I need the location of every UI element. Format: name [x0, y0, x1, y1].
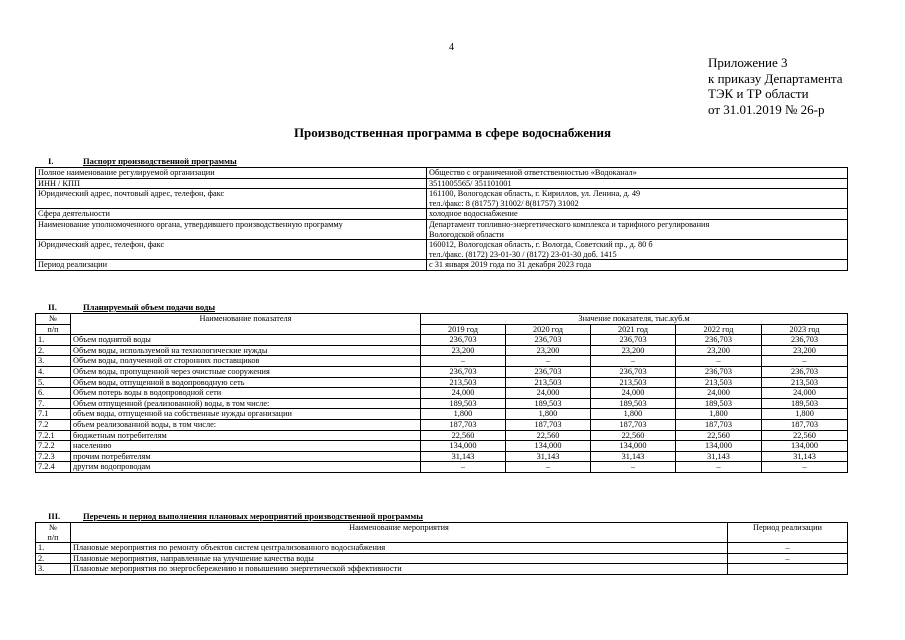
- water-table-name-header: Наименование показателя: [71, 314, 421, 335]
- table-row: [36, 377, 848, 388]
- table-row: [36, 398, 848, 409]
- indicator-name: Объем потерь воды в водопроводной сети: [71, 388, 421, 399]
- passport-value-cell: [427, 260, 848, 271]
- indicator-value: 213,503: [762, 377, 848, 388]
- measures-table-body: [36, 543, 848, 575]
- indicator-value: 31,143: [421, 451, 506, 462]
- appendix-line-2: к приказу Департамента: [708, 70, 843, 86]
- passport-row: [36, 219, 848, 239]
- page-number: 4: [449, 42, 454, 53]
- row-number: 7.2: [36, 419, 71, 430]
- table-row: [36, 356, 848, 367]
- indicator-value: 236,703: [506, 335, 591, 346]
- year-header: 2019 год: [421, 324, 506, 335]
- indicator-value: 24,000: [762, 388, 848, 399]
- passport-row: [36, 260, 848, 271]
- indicator-value: 1,800: [676, 409, 762, 420]
- table-row: [36, 345, 848, 356]
- indicator-value: 213,503: [676, 377, 762, 388]
- measures-name-header: Наименование мероприятия: [71, 523, 728, 543]
- section-2-heading: [35, 302, 215, 312]
- passport-row: [36, 209, 848, 220]
- row-number: 1.: [36, 543, 71, 554]
- indicator-value: –: [676, 462, 762, 473]
- indicator-value: 23,200: [421, 345, 506, 356]
- passport-value-line-2: тел./факс: 8 (81757) 31002/ 8(81757) 31002: [429, 198, 579, 208]
- row-number: 4.: [36, 366, 71, 377]
- passport-label: Юридический адрес, телефон, факс: [36, 240, 427, 260]
- section-3-number: III.: [48, 511, 61, 521]
- row-number: 3.: [36, 356, 71, 367]
- indicator-value: 189,503: [591, 398, 676, 409]
- passport-value: 160012, Вологодская область, г. Вологда, Советский пр., д. 80 б: [429, 240, 653, 250]
- measures-no-header-2: п/п: [36, 533, 71, 543]
- indicator-value: 187,703: [506, 419, 591, 430]
- indicator-name: прочим потребителям: [71, 451, 421, 462]
- indicator-value: 134,000: [591, 441, 676, 452]
- passport-label: Юридический адрес, почтовый адрес, телефон, факс: [36, 189, 427, 209]
- indicator-name: Объем отпущенной (реализованной) воды, в том числе:: [71, 398, 421, 409]
- indicator-name: Объем поднятой воды: [71, 335, 421, 346]
- passport-row: [36, 168, 848, 179]
- indicator-value: 187,703: [762, 419, 848, 430]
- indicator-value: 1,800: [506, 409, 591, 420]
- section-1-number: I.: [48, 156, 54, 166]
- indicator-value: 31,143: [506, 451, 591, 462]
- indicator-value: 31,143: [762, 451, 848, 462]
- indicator-value: 236,703: [506, 366, 591, 377]
- passport-row: [36, 189, 848, 209]
- year-header: 2021 год: [591, 324, 676, 335]
- document-title: Производственная программа в сфере водоснабжения: [293, 125, 612, 140]
- table-row: [36, 441, 848, 452]
- passport-row: [36, 240, 848, 260]
- appendix-line-1: Приложение 3: [708, 55, 788, 70]
- section-1-heading: [35, 156, 237, 166]
- indicator-value: 134,000: [506, 441, 591, 452]
- passport-value-line-2: Вологодской области: [429, 229, 504, 239]
- measure-period: [728, 564, 848, 575]
- row-number: 7.2.1: [36, 430, 71, 441]
- table-row: [36, 430, 848, 441]
- year-header: 2022 год: [676, 324, 762, 335]
- indicator-value: 189,503: [506, 398, 591, 409]
- indicator-value: 236,703: [591, 366, 676, 377]
- row-number: 3.: [36, 564, 71, 575]
- indicator-value: 187,703: [421, 419, 506, 430]
- passport-value-cell: [427, 240, 848, 260]
- indicator-name: объем воды, отпущенной на собственные нужды организации: [71, 409, 421, 420]
- indicator-value: 236,703: [421, 335, 506, 346]
- indicator-value: 23,200: [506, 345, 591, 356]
- indicator-value: –: [506, 462, 591, 473]
- table-row: [36, 553, 848, 564]
- indicator-value: 236,703: [421, 366, 506, 377]
- table-row: [36, 366, 848, 377]
- passport-label: ИНН / КПП: [36, 178, 427, 189]
- indicator-value: –: [421, 462, 506, 473]
- passport-table: [35, 167, 848, 271]
- indicator-value: 23,200: [762, 345, 848, 356]
- measures-period-header: Период реализации: [728, 523, 848, 543]
- indicator-value: 24,000: [506, 388, 591, 399]
- passport-label: Полное наименование регулируемой организации: [36, 168, 427, 179]
- indicator-name: другим водопроводам: [71, 462, 421, 473]
- water-table-no-header: №: [36, 314, 71, 325]
- measures-no-header: №: [36, 523, 71, 533]
- passport-value-cell: [427, 178, 848, 189]
- indicator-value: 236,703: [676, 366, 762, 377]
- table-row: [36, 388, 848, 399]
- passport-label: Наименование уполномоченного органа, утвердившего производственную программу: [36, 219, 427, 239]
- indicator-value: 134,000: [421, 441, 506, 452]
- indicator-value: 189,503: [676, 398, 762, 409]
- indicator-value: 22,560: [421, 430, 506, 441]
- passport-value-cell: [427, 189, 848, 209]
- indicator-value: –: [591, 356, 676, 367]
- section-2-title: Планируемый объем подачи воды: [83, 302, 216, 312]
- row-number: 6.: [36, 388, 71, 399]
- measure-name: Плановые мероприятия по энергосбережению и повышению энергетической эффективности: [71, 564, 728, 575]
- indicator-name: объем реализованной воды, в том числе:: [71, 419, 421, 430]
- passport-row: [36, 178, 848, 189]
- indicator-value: 22,560: [506, 430, 591, 441]
- row-number: 5.: [36, 377, 71, 388]
- measure-name: Плановые мероприятия, направленные на улучшение качества воды: [71, 553, 728, 564]
- measure-period: –: [728, 543, 848, 554]
- indicator-value: –: [591, 462, 676, 473]
- row-number: 2.: [36, 553, 71, 564]
- indicator-value: 23,200: [676, 345, 762, 356]
- indicator-value: 31,143: [591, 451, 676, 462]
- row-number: 7.2.3: [36, 451, 71, 462]
- indicator-value: 1,800: [762, 409, 848, 420]
- indicator-value: 213,503: [421, 377, 506, 388]
- indicator-name: Объем воды, пропущенной через очистные сооружения: [71, 366, 421, 377]
- indicator-value: –: [762, 356, 848, 367]
- indicator-name: Объем воды, полученной от сторонних поставщиков: [71, 356, 421, 367]
- water-supply-table: [35, 313, 848, 473]
- indicator-value: 187,703: [591, 419, 676, 430]
- year-header: 2020 год: [506, 324, 591, 335]
- indicator-name: Объем воды, отпущенной в водопроводную сеть: [71, 377, 421, 388]
- water-table-no-header-2: п/п: [36, 324, 71, 335]
- indicator-value: –: [506, 356, 591, 367]
- appendix-block: [708, 55, 843, 117]
- indicator-name: Объем воды, используемой на технологические нужды: [71, 345, 421, 356]
- passport-label: Сфера деятельности: [36, 209, 427, 220]
- section-2-number: II.: [48, 302, 57, 312]
- passport-value-cell: [427, 168, 848, 179]
- passport-value-line-2: тел./факс. (8172) 23-01-30 / (8172) 23-01-30 доб. 1415: [429, 249, 617, 259]
- year-header: 2023 год: [762, 324, 848, 335]
- indicator-value: 24,000: [676, 388, 762, 399]
- indicator-value: –: [762, 462, 848, 473]
- indicator-value: 22,560: [762, 430, 848, 441]
- indicator-value: 187,703: [676, 419, 762, 430]
- indicator-value: 236,703: [591, 335, 676, 346]
- passport-value: Общество с ограниченной ответственностью «Водоканал»: [429, 168, 637, 177]
- row-number: 7.2.2: [36, 441, 71, 452]
- section-1-title: Паспорт производственной программы: [83, 156, 237, 166]
- indicator-value: 236,703: [676, 335, 762, 346]
- water-table-header-row-1: [36, 314, 848, 325]
- indicator-value: 236,703: [762, 366, 848, 377]
- table-row: [36, 409, 848, 420]
- water-table-body: [36, 335, 848, 473]
- passport-value: с 31 января 2019 года по 31 декабря 2023 года: [429, 260, 592, 270]
- indicator-value: 189,503: [421, 398, 506, 409]
- indicator-value: 236,703: [762, 335, 848, 346]
- measure-name: Плановые мероприятия по ремонту объектов систем централизованного водоснабжения: [71, 543, 728, 554]
- row-number: 1.: [36, 335, 71, 346]
- indicator-value: 189,503: [762, 398, 848, 409]
- indicator-name: бюджетным потребителям: [71, 430, 421, 441]
- indicator-name: населению: [71, 441, 421, 452]
- row-number: 7.2.4: [36, 462, 71, 473]
- measures-header-row-1: [36, 523, 848, 533]
- indicator-value: 213,503: [506, 377, 591, 388]
- passport-value: 161100, Вологодская область, г. Кириллов, ул. Ленина, д. 49: [429, 189, 641, 199]
- indicator-value: 1,800: [421, 409, 506, 420]
- measure-period: –: [728, 553, 848, 564]
- row-number: 7.: [36, 398, 71, 409]
- water-table-values-header: Значение показателя, тыс.куб.м: [421, 314, 848, 325]
- section-3-title: Перечень и период выполнения плановых мероприятий производственной программы: [83, 511, 423, 521]
- indicator-value: –: [676, 356, 762, 367]
- indicator-value: 22,560: [591, 430, 676, 441]
- table-row: [36, 543, 848, 554]
- table-row: [36, 451, 848, 462]
- table-row: [36, 419, 848, 430]
- indicator-value: 134,000: [676, 441, 762, 452]
- passport-label: Период реализации: [36, 260, 427, 271]
- table-row: [36, 462, 848, 473]
- indicator-value: 24,000: [591, 388, 676, 399]
- indicator-value: 31,143: [676, 451, 762, 462]
- table-row: [36, 564, 848, 575]
- passport-value: 3511005565/ 351101001: [429, 178, 512, 188]
- indicator-value: –: [421, 356, 506, 367]
- measures-table: [35, 522, 848, 575]
- table-row: [36, 335, 848, 346]
- row-number: 7.1: [36, 409, 71, 420]
- appendix-line-4: от 31.01.2019 № 26-р: [708, 101, 825, 117]
- indicator-value: 22,560: [676, 430, 762, 441]
- section-3-heading: [35, 511, 423, 521]
- passport-value-cell: [427, 219, 848, 239]
- passport-value: Департамент топливно-энергетического комплекса и тарифного регулирования: [429, 219, 710, 229]
- passport-value: холодное водоснабжение: [429, 209, 518, 219]
- indicator-value: 23,200: [591, 345, 676, 356]
- indicator-value: 24,000: [421, 388, 506, 399]
- row-number: 2.: [36, 345, 71, 356]
- appendix-line-3: ТЭК и ТР области: [708, 86, 809, 101]
- indicator-value: 213,503: [591, 377, 676, 388]
- indicator-value: 1,800: [591, 409, 676, 420]
- indicator-value: 134,000: [762, 441, 848, 452]
- passport-table-body: [36, 168, 848, 271]
- passport-value-cell: [427, 209, 848, 220]
